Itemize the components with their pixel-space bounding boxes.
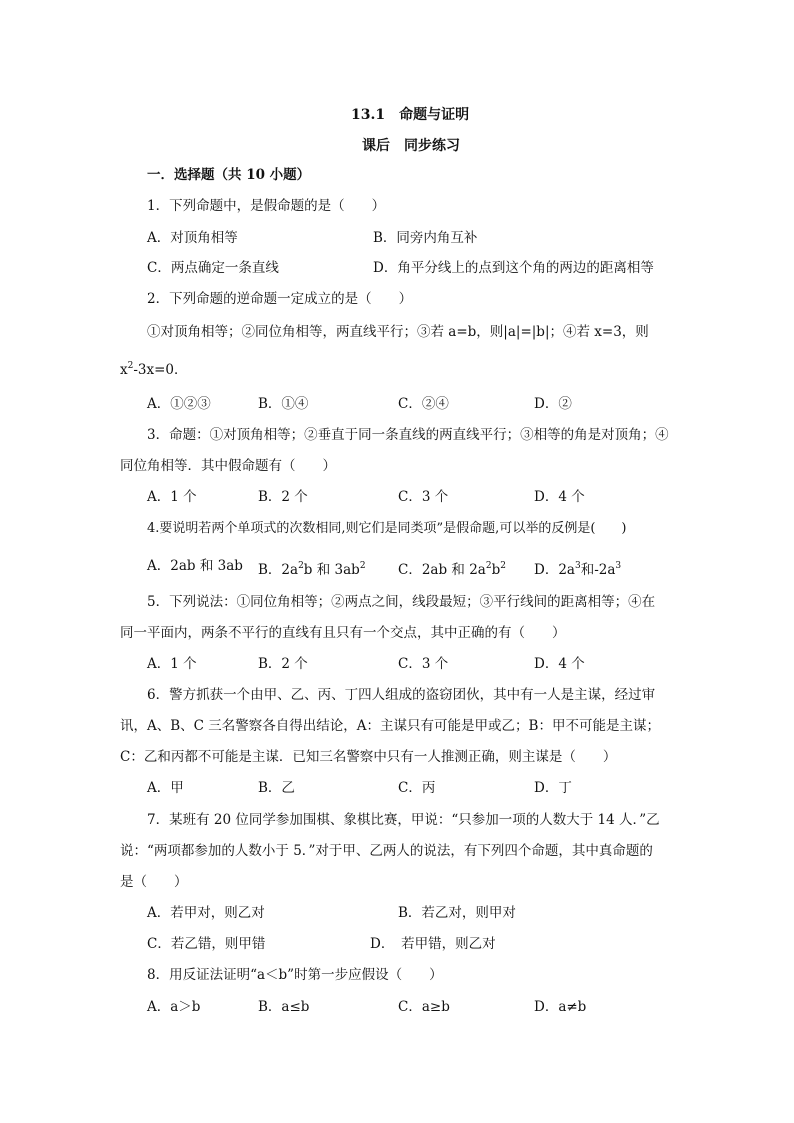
q2-stem: 2．下列命题的逆命题一定成立的是（ ） [147, 291, 413, 307]
q1-option-b[interactable]: B．同旁内角互补 [373, 230, 478, 246]
q6-stem-line1: 6．警方抓获一个由甲、乙、丙、丁四人组成的盗窃团伙，其中有一人是主谋，经过审 [147, 687, 656, 703]
q4-option-b[interactable]: B．$2a^2b$ 和 $3ab^2$ [258, 561, 366, 578]
q2-propositions-cont: $x^2-3x=0$． [120, 361, 188, 378]
q5-option-d[interactable]: D．4 个 [534, 656, 585, 672]
q7-option-d[interactable]: D． 若甲错，则乙对 [370, 936, 496, 952]
q1-stem: 1．下列命题中，是假命题的是（ ） [147, 198, 386, 214]
q3-stem-line2: 同位角相等．其中假命题有（ ） [120, 458, 336, 474]
q3-option-d[interactable]: D．4 个 [534, 489, 585, 505]
q8-option-b[interactable]: B．a≤b [258, 999, 310, 1015]
q2-option-a[interactable]: A．①②③ [147, 396, 211, 412]
q7-stem-line1: 7．某班有 20 位同学参加围棋、象棋比赛，甲说：“只参加一项的人数大于 14 人．”乙 [147, 812, 660, 828]
q2-propositions: ①对顶角相等；②同位角相等，两直线平行；③若 a=b，则|a|=|b|；④若 x=3，则 [147, 324, 649, 340]
q7-stem-line2: 说：“两项都参加的人数小于 5．”对于甲、乙两人的说法，有下列四个命题，其中真命题的 [120, 843, 653, 859]
q5-stem-line1: 5．下列说法：①同位角相等；②两点之间，线段最短；③平行线间的距离相等；④在 [147, 594, 656, 610]
q2-option-b[interactable]: B．①④ [258, 396, 309, 412]
q6-option-a[interactable]: A．甲 [147, 780, 184, 796]
q5-option-b[interactable]: B．2 个 [258, 656, 308, 672]
q5-option-a[interactable]: A．1 个 [147, 656, 197, 672]
q3-option-b[interactable]: B．2 个 [258, 489, 308, 505]
q1-option-a[interactable]: A．对顶角相等 [147, 230, 238, 246]
q6-option-c[interactable]: C．丙 [398, 780, 436, 796]
q6-stem-line3: C：乙和丙都不可能是主谋．已知三名警察中只有一人推测正确，则主谋是（ ） [120, 749, 617, 765]
q7-option-a[interactable]: A．若甲对，则乙对 [147, 905, 265, 921]
q3-option-a[interactable]: A．1 个 [147, 489, 197, 505]
q7-option-c[interactable]: C．若乙错，则甲错 [147, 936, 266, 952]
q8-option-a[interactable]: A．a＞b [147, 999, 201, 1015]
q8-option-c[interactable]: C．a≥b [398, 999, 450, 1015]
q5-option-c[interactable]: C．3 个 [398, 656, 449, 672]
q8-option-d[interactable]: D．a≠b [534, 999, 587, 1015]
q6-option-b[interactable]: B．乙 [258, 780, 295, 796]
section-heading: 一．选择题（共 10 小题） [147, 167, 311, 183]
q2-option-d[interactable]: D．② [534, 396, 572, 412]
q7-option-b[interactable]: B．若乙对，则甲对 [398, 905, 516, 921]
q1-option-c[interactable]: C．两点确定一条直线 [147, 260, 279, 276]
q2-option-c[interactable]: C．②④ [398, 396, 449, 412]
q5-stem-line2: 同一平面内，两条不平行的直线有且只有一个交点，其中正确的有（ ） [120, 625, 566, 641]
q6-stem-line2: 讯，A、B、C 三名警察各自得出结论，A：主谋只有可能是甲或乙；B：甲不可能是主谋； [120, 718, 660, 734]
q3-option-c[interactable]: C．3 个 [398, 489, 449, 505]
q4-option-d[interactable]: D．$2a^3$和$-2a^3$ [534, 561, 622, 578]
q4-stem: 4.要说明若两个单项式的次数相同,则它们是同类项”是假命题,可以举的反例是( ) [147, 521, 627, 536]
page-subtitle: 课后 同步练习 [362, 138, 460, 154]
q8-stem: 8．用反证法证明“a＜b”时第一步应假设（ ） [147, 967, 443, 983]
q4-option-c[interactable]: C．2ab 和 $2a^2b^2$ [398, 561, 506, 578]
page-title: 13.1 命题与证明 [351, 107, 470, 123]
q3-stem-line1: 3．命题：①对顶角相等；②垂直于同一条直线的两直线平行；③相等的角是对顶角；④ [147, 427, 669, 443]
q4-option-a[interactable]: A．2ab 和 3ab [147, 558, 243, 574]
q7-stem-line3: 是（ ） [120, 874, 188, 890]
q1-option-d[interactable]: D．角平分线上的点到这个角的两边的距离相等 [373, 260, 654, 276]
q6-option-d[interactable]: D．丁 [534, 780, 572, 796]
